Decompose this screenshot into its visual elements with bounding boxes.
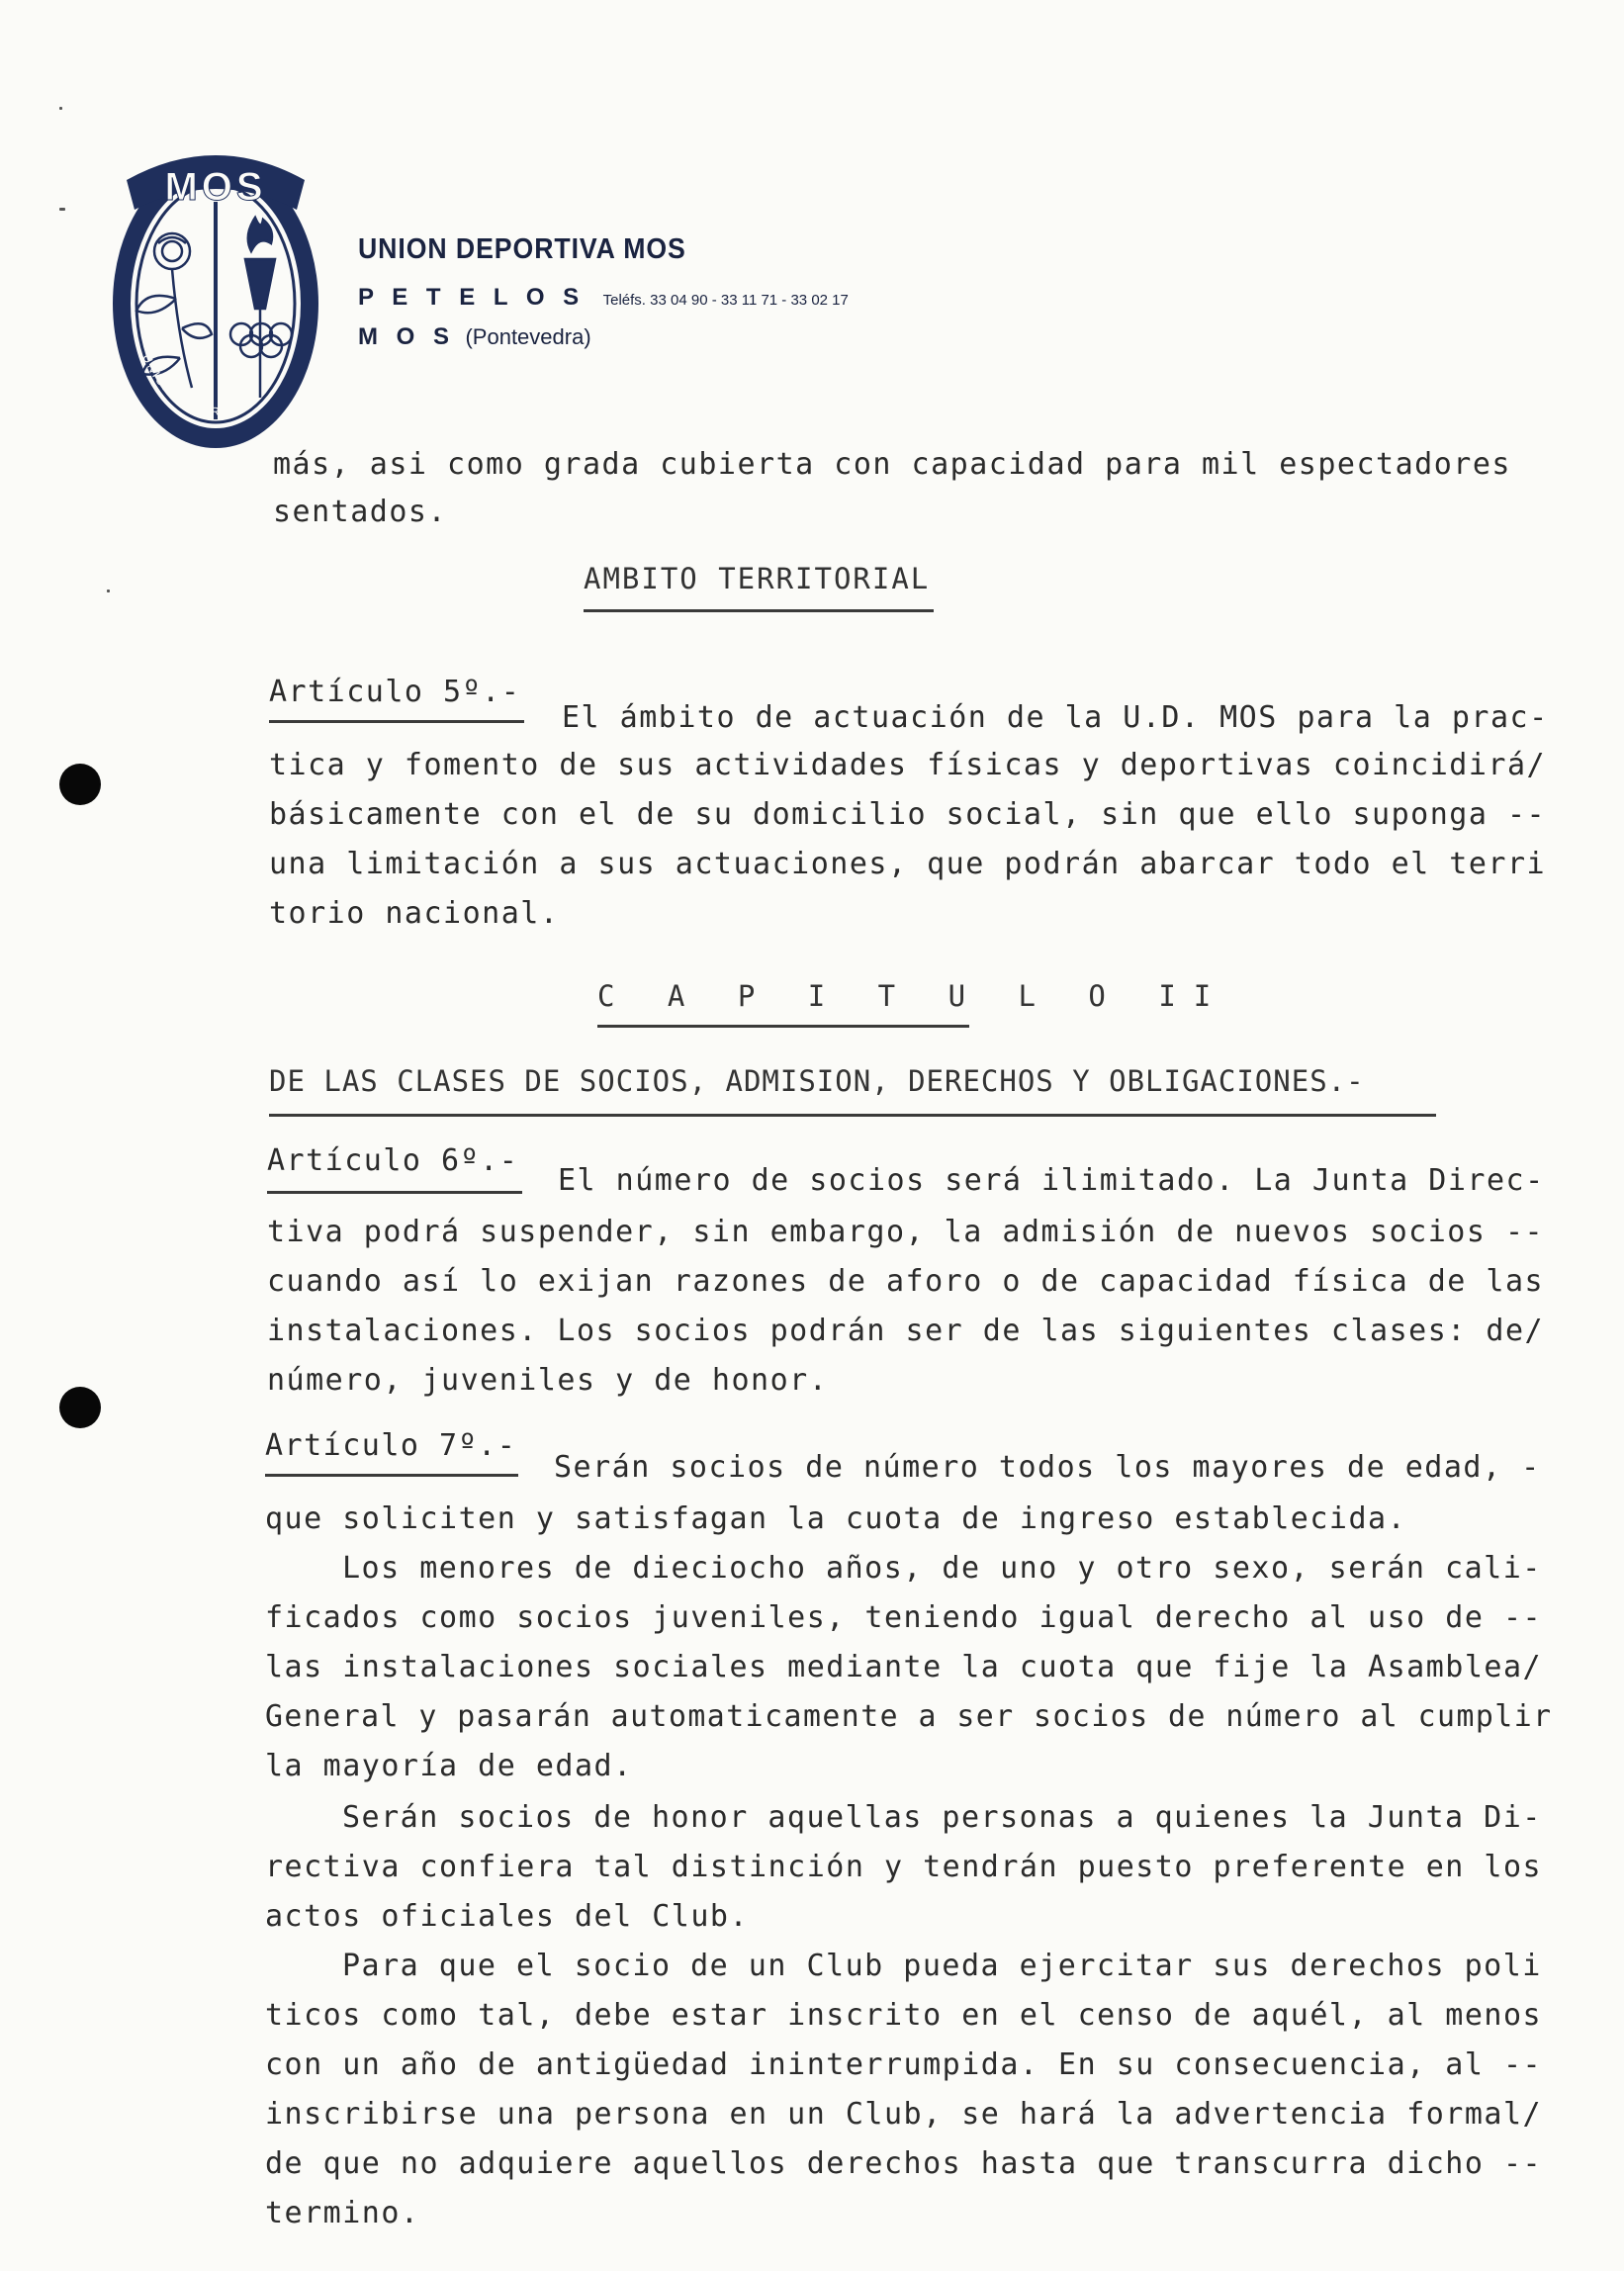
intro-line: más, asi como grada cubierta con capacidad para mil espectadores [273,447,1511,482]
article-6-line: cuando así lo exijan razones de aforo o de capacidad física de las [267,1264,1545,1299]
article-7-line: rectiva confiera tal distinción y tendrán puesto preferente en los [265,1850,1543,1884]
article-7-line: Serán socios de número todos los mayores de edad, - [554,1450,1541,1485]
article-7-line: que soliciten y satisfagan la cuota de ingreso establecida. [265,1501,1407,1536]
article-7-underline [265,1474,518,1477]
heading-underline [584,609,934,612]
article-7-line: con un año de antigüedad ininterrumpida. En su consecuencia, al -- [265,2047,1543,2082]
article-6-underline [267,1191,522,1194]
section-heading-ambito: AMBITO TERRITORIAL [584,562,931,595]
article-7-line: Serán socios de honor aquellas personas a quienes la Junta Di- [342,1800,1542,1835]
article-7-line: ficados como socios juveniles, teniendo igual derecho al uso de -- [265,1600,1543,1635]
article-7-line: la mayoría de edad. [265,1749,633,1783]
paper-speck [107,590,110,592]
article-5-line: torio nacional. [269,896,560,931]
article-5-line: básicamente con el de su domicilio social, sin que ello suponga -- [269,797,1547,832]
article-7-label: Artículo 7º.- [265,1428,517,1463]
article-7-line: General y pasarán automaticamente a ser socios de número al cumplir [265,1699,1553,1734]
chapter-subtitle-underline [269,1114,1436,1117]
article-5-line: tica y fomento de sus actividades físicas y deportivas coincidirá/ [269,748,1547,782]
article-7-line: las instalaciones sociales mediante la cuota que fije la Asamblea/ [265,1650,1543,1684]
article-6-line: número, juveniles y de honor. [267,1363,829,1398]
paper-speck [59,107,62,110]
article-7-line: termino. [265,2196,420,2230]
chapter-title: C A P I T U L O II [597,979,1229,1013]
punch-hole-bottom [59,1387,101,1428]
locality-mos: M O S [358,323,456,350]
article-7-line: Los menores de dieciocho años, de uno y otro sexo, serán cali- [342,1551,1542,1586]
punch-hole-top [59,764,101,805]
article-7-line: Para que el socio de un Club pueda ejercitar sus derechos poli [342,1949,1542,1983]
article-5-label: Artículo 5º.- [269,675,521,709]
article-5-underline [269,720,524,723]
article-5-line: El ámbito de actuación de la U.D. MOS para la prac- [562,700,1549,735]
article-6-line: El número de socios será ilimitado. La Junta Direc- [558,1163,1545,1198]
letterhead [358,233,849,351]
article-7-line: ticos como tal, debe estar inscrito en el censo de aquél, al menos [265,1998,1543,2033]
article-6-line: tiva podrá suspender, sin embargo, la admisión de nuevos socios -- [267,1215,1545,1249]
article-7-line: de que no adquiere aquellos derechos hasta que transcurra dicho -- [265,2146,1543,2181]
article-7-line: inscribirse una persona en un Club, se hará la advertencia formal/ [265,2097,1543,2132]
article-7-line: actos oficiales del Club. [265,1899,750,1934]
locality-petelos: P E T E L O S [358,284,586,311]
club-crest-logo [107,140,324,453]
article-6-label: Artículo 6º.- [267,1143,519,1178]
article-6-line: instalaciones. Los socios podrán ser de las siguientes clases: de/ [267,1314,1545,1348]
chapter-title-underline [597,1025,969,1028]
intro-line: sentados. [273,495,448,529]
article-5-line: una limitación a sus actuaciones, que podrán abarcar todo el terri [269,847,1547,881]
paper-speck [59,208,65,211]
logo-text: MOS [164,165,267,209]
phone-numbers: Teléfs. 33 04 90 - 33 11 71 - 33 02 17 [602,292,849,309]
chapter-subtitle: DE LAS CLASES DE SOCIOS, ADMISION, DERECHOS Y OBLIGACIONES.- [269,1064,1365,1098]
locality-province: (Pontevedra) [465,324,591,349]
club-name: UNION DEPORTIVA MOS [358,233,686,265]
logo-ring-text: UNION DEPORTIVA [139,351,254,419]
